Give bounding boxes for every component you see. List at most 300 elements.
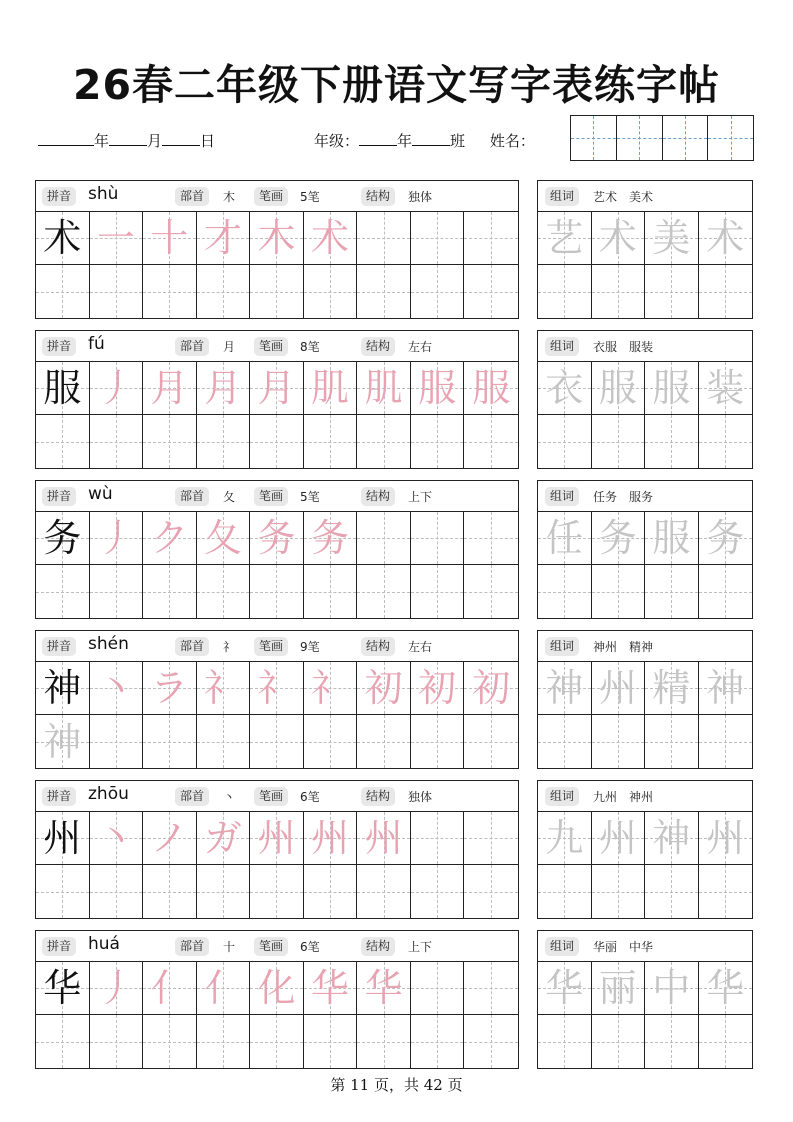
writing-cell[interactable] [357,512,411,565]
stroke-step: 肌 [364,366,403,410]
writing-cell[interactable] [357,415,411,468]
strokes-tag: 笔画 [254,637,288,656]
stroke-order-cell[interactable] [464,662,518,715]
word-trace-char: 神 [652,816,691,860]
writing-cell[interactable] [464,962,518,1015]
stroke-order-cell[interactable] [304,212,358,265]
writing-cell[interactable] [699,265,753,318]
stroke-step: 术 [311,216,350,260]
writing-cell[interactable] [699,565,753,618]
radical-tag: 部首 [175,787,209,806]
word-trace-cell[interactable] [645,512,699,565]
stroke-order-cell[interactable] [197,512,251,565]
word-trace-cell[interactable] [699,962,753,1015]
writing-cell[interactable] [464,565,518,618]
writing-cell[interactable] [250,565,304,618]
words-tag: 组词 [545,787,579,806]
stroke-order-cell[interactable] [90,212,144,265]
writing-cell[interactable] [645,1015,699,1068]
word-trace-char: 神 [545,666,584,710]
writing-cell[interactable] [699,415,753,468]
stroke-step: ラ [150,666,189,710]
stroke-order-cell[interactable] [357,812,411,865]
writing-cell[interactable] [304,715,358,768]
writing-cell[interactable] [357,1015,411,1068]
stroke-order-cell[interactable] [143,962,197,1015]
radical-tag: 部首 [175,637,209,656]
structure-value: 上下 [408,940,433,954]
writing-cell[interactable] [90,265,144,318]
writing-cell[interactable] [357,715,411,768]
stroke-order-cell[interactable] [143,812,197,865]
writing-cell[interactable] [592,865,646,918]
writing-cell[interactable] [464,1015,518,1068]
writing-cell[interactable] [464,865,518,918]
writing-cell[interactable] [250,865,304,918]
writing-cell[interactable] [411,962,465,1015]
words-header [538,931,752,962]
day-blank[interactable] [162,131,200,146]
stroke-order-cell[interactable] [143,362,197,415]
pinyin-value: shén [88,634,129,654]
writing-cell[interactable] [143,865,197,918]
stroke-order-cell[interactable] [411,662,465,715]
word-trace-char: 服 [598,366,637,410]
structure-value: 独体 [408,190,433,204]
pinyin-tag: 拼音 [42,187,76,206]
stroke-step: 亻 [150,966,189,1010]
char-info-header [36,781,518,812]
structure-tag: 结构 [361,487,395,506]
pinyin-value: wù [88,484,113,504]
word-trace-char: 术 [706,216,745,260]
stroke-step: 礻 [311,666,350,710]
page-title: 26春二年级下册语文写字表练字帖 [72,61,721,109]
word-trace-char: 州 [598,816,637,860]
strokes-value: 9笔 [300,640,320,654]
word-trace-cell[interactable] [699,662,753,715]
writing-cell[interactable] [411,715,465,768]
radical-value: 丶 [223,790,236,804]
word-trace-cell[interactable] [699,362,753,415]
word-trace-cell[interactable] [699,212,753,265]
word-trace-char: 服 [652,366,691,410]
words-value: 艺术 美术 [593,190,654,204]
writing-cell[interactable] [592,415,646,468]
word-practice-block [537,330,753,469]
word-trace-char: 务 [598,516,637,560]
stroke-step: ク [150,516,189,560]
word-trace-cell[interactable] [538,662,592,715]
name-cell[interactable] [616,116,662,160]
stroke-order-cell[interactable] [304,362,358,415]
writing-cell[interactable] [645,565,699,618]
strokes-value: 8笔 [300,340,320,354]
word-trace-char: 州 [598,666,637,710]
structure-value: 左右 [408,640,433,654]
radical-value: 夂 [223,490,236,504]
words-value: 华丽 中华 [593,940,654,954]
stroke-order-cell[interactable] [250,512,304,565]
stroke-step: 服 [418,366,457,410]
stroke-order-cell[interactable] [250,212,304,265]
class-line [314,130,535,151]
words-header [538,181,752,212]
char-practice-block [35,930,519,1069]
word-trace-char: 华 [706,966,745,1010]
writing-cell[interactable] [592,1015,646,1068]
word-trace-cell[interactable] [538,962,592,1015]
char-info-header [36,931,518,962]
word-practice-block [537,630,753,769]
word-practice-block [537,180,753,319]
structure-tag: 结构 [361,787,395,806]
word-trace-cell[interactable] [592,662,646,715]
stroke-order-cell[interactable] [411,362,465,415]
radical-tag: 部首 [175,337,209,356]
writing-cell[interactable] [357,212,411,265]
stroke-step: 月 [257,366,296,410]
writing-cell[interactable] [197,415,251,468]
writing-cell[interactable] [197,865,251,918]
writing-cell[interactable] [411,265,465,318]
writing-cell[interactable] [90,865,144,918]
model-char-cell[interactable] [36,812,90,865]
writing-cell[interactable] [36,1015,90,1068]
writing-cell[interactable] [304,1015,358,1068]
grade-year-label: 年 [397,132,413,150]
writing-cell[interactable] [538,1015,592,1068]
stroke-step: 丶 [96,666,135,710]
writing-cell[interactable] [250,265,304,318]
writing-cell[interactable] [250,715,304,768]
writing-cell[interactable] [645,415,699,468]
stroke-order-cell[interactable] [464,362,518,415]
writing-cell[interactable] [464,812,518,865]
name-cell[interactable] [571,116,616,160]
writing-cell[interactable] [592,565,646,618]
stroke-order-cell[interactable] [304,662,358,715]
writing-cell[interactable] [538,715,592,768]
word-writing-grid [538,812,752,918]
char-info-header [36,331,518,362]
radical-tag: 部首 [175,187,209,206]
model-char-cell[interactable] [36,362,90,415]
stroke-step: 初 [418,666,457,710]
writing-cell[interactable] [36,265,90,318]
radical-value: 月 [223,340,236,354]
structure-tag: 结构 [361,937,395,956]
stroke-step: 月 [150,366,189,410]
writing-cell[interactable] [304,565,358,618]
month-blank[interactable] [109,131,147,146]
radical-value: 木 [223,190,236,204]
writing-cell[interactable] [250,1015,304,1068]
writing-cell[interactable] [90,565,144,618]
words-value: 衣服 服装 [593,340,654,354]
writing-grid [36,962,518,1068]
writing-cell[interactable] [36,865,90,918]
trace-char: 神 [43,719,82,764]
writing-cell[interactable] [90,715,144,768]
word-trace-cell[interactable] [592,362,646,415]
writing-cell[interactable] [645,265,699,318]
page-footer: 第 11 页，共 42 页 [330,1076,463,1094]
strokes-value: 6笔 [300,940,320,954]
word-trace-cell[interactable] [592,512,646,565]
word-writing-grid [538,512,752,618]
name-writing-box[interactable] [570,115,754,161]
stroke-step: 务 [311,516,350,560]
writing-cell[interactable] [645,865,699,918]
word-trace-cell[interactable] [645,362,699,415]
writing-cell[interactable] [538,865,592,918]
word-trace-cell[interactable] [538,512,592,565]
writing-cell[interactable] [143,265,197,318]
stroke-order-cell[interactable] [90,662,144,715]
writing-cell[interactable] [699,1015,753,1068]
stroke-step: 丶 [96,816,135,860]
word-trace-char: 神 [706,666,745,710]
stroke-step: 才 [203,216,242,260]
grade-blank[interactable] [359,131,397,146]
strokes-value: 5笔 [300,190,320,204]
writing-cell[interactable] [411,565,465,618]
model-char: 神 [43,666,82,710]
char-info-header [36,631,518,662]
word-practice-block [537,480,753,619]
writing-cell[interactable] [143,415,197,468]
writing-cell[interactable] [357,565,411,618]
stroke-order-cell[interactable] [143,512,197,565]
writing-cell[interactable] [411,212,465,265]
strokes-tag: 笔画 [254,937,288,956]
writing-cell[interactable] [592,715,646,768]
strokes-tag: 笔画 [254,487,288,506]
word-trace-char: 术 [598,216,637,260]
word-trace-cell[interactable] [592,212,646,265]
word-trace-cell[interactable] [699,512,753,565]
writing-cell[interactable] [304,865,358,918]
pinyin-value: huá [88,934,120,954]
stroke-order-cell[interactable] [304,512,358,565]
writing-cell[interactable] [197,565,251,618]
structure-tag: 结构 [361,187,395,206]
stroke-step: 礻 [257,666,296,710]
writing-cell[interactable] [464,265,518,318]
word-trace-cell[interactable] [645,662,699,715]
char-info-header [36,481,518,512]
class-blank[interactable] [412,131,450,146]
stroke-order-cell[interactable] [250,362,304,415]
word-trace-char: 装 [706,366,745,410]
writing-cell[interactable] [304,265,358,318]
words-tag: 组词 [545,637,579,656]
model-char: 服 [43,366,82,410]
name-cell[interactable] [662,116,708,160]
writing-cell[interactable] [36,565,90,618]
word-trace-char: 务 [706,516,745,560]
name-label: 姓名： [489,132,535,150]
stroke-order-cell[interactable] [304,962,358,1015]
word-trace-cell[interactable] [645,212,699,265]
writing-cell[interactable] [464,415,518,468]
stroke-order-cell[interactable] [357,962,411,1015]
model-char-cell[interactable] [36,212,90,265]
writing-cell[interactable] [357,265,411,318]
word-trace-char: 美 [652,216,691,260]
day-label: 日 [200,132,216,150]
stroke-step: ガ [203,816,242,860]
word-trace-cell[interactable] [538,812,592,865]
stroke-order-cell[interactable] [90,362,144,415]
word-writing-grid [538,962,752,1068]
model-char-cell[interactable] [36,662,90,715]
word-trace-char: 精 [652,666,691,710]
stroke-order-cell[interactable] [143,212,197,265]
stroke-order-cell[interactable] [90,962,144,1015]
stroke-order-cell[interactable] [357,662,411,715]
structure-value: 左右 [408,340,433,354]
stroke-order-cell[interactable] [250,662,304,715]
word-trace-char: 九 [545,816,584,860]
radical-tag: 部首 [175,937,209,956]
stroke-order-cell[interactable] [90,512,144,565]
radical-value: 十 [223,940,236,954]
stroke-step: 肌 [311,366,350,410]
writing-cell[interactable] [197,1015,251,1068]
word-trace-cell[interactable] [645,812,699,865]
writing-cell[interactable] [143,1015,197,1068]
stroke-order-cell[interactable] [90,812,144,865]
stroke-order-cell[interactable] [250,812,304,865]
writing-cell[interactable] [197,265,251,318]
word-trace-char: 丽 [598,966,637,1010]
word-trace-char: 艺 [545,216,584,260]
writing-cell[interactable] [538,415,592,468]
word-trace-cell[interactable] [592,962,646,1015]
stroke-step: 州 [311,816,350,860]
writing-cell[interactable] [645,715,699,768]
strokes-value: 5笔 [300,490,320,504]
writing-cell[interactable] [538,265,592,318]
word-trace-cell[interactable] [699,812,753,865]
word-trace-char: 衣 [545,366,584,410]
stroke-order-cell[interactable] [304,812,358,865]
words-header [538,631,752,662]
year-blank[interactable] [38,131,94,146]
stroke-step: 礻 [203,666,242,710]
writing-cell[interactable] [36,415,90,468]
stroke-step: 务 [257,516,296,560]
writing-cell[interactable] [699,715,753,768]
writing-cell[interactable] [592,265,646,318]
stroke-order-cell[interactable] [197,962,251,1015]
writing-cell[interactable] [464,212,518,265]
char-practice-block [35,180,519,319]
stroke-step: ノ [150,816,189,860]
writing-grid [36,362,518,468]
words-tag: 组词 [545,937,579,956]
writing-cell[interactable] [699,865,753,918]
writing-cell[interactable] [143,565,197,618]
writing-cell[interactable] [90,1015,144,1068]
stroke-order-cell[interactable] [197,212,251,265]
strokes-tag: 笔画 [254,787,288,806]
char-practice-block [35,630,519,769]
stroke-order-cell[interactable] [197,662,251,715]
writing-cell[interactable] [538,565,592,618]
stroke-order-cell[interactable] [250,962,304,1015]
word-trace-char: 华 [545,966,584,1010]
word-writing-grid [538,362,752,468]
words-tag: 组词 [545,487,579,506]
word-writing-grid [538,212,752,318]
stroke-step: 丿 [96,966,135,1010]
writing-grid [36,212,518,318]
writing-cell[interactable] [411,1015,465,1068]
writing-cell[interactable] [357,865,411,918]
writing-cell[interactable] [411,512,465,565]
word-trace-char: 中 [652,966,691,1010]
words-tag: 组词 [545,337,579,356]
writing-cell[interactable] [250,415,304,468]
words-header [538,481,752,512]
pinyin-tag: 拼音 [42,937,76,956]
trace-cell[interactable] [36,715,90,768]
word-trace-cell[interactable] [592,812,646,865]
writing-cell[interactable] [90,415,144,468]
name-cell[interactable] [707,116,753,160]
word-trace-char: 服 [652,516,691,560]
stroke-order-cell[interactable] [357,362,411,415]
model-char-cell[interactable] [36,512,90,565]
writing-cell[interactable] [411,865,465,918]
writing-cell[interactable] [411,415,465,468]
pinyin-tag: 拼音 [42,787,76,806]
char-practice-block [35,780,519,919]
structure-value: 独体 [408,790,433,804]
words-tag: 组词 [545,187,579,206]
writing-cell[interactable] [143,715,197,768]
word-practice-block [537,930,753,1069]
strokes-tag: 笔画 [254,187,288,206]
date-line [38,130,215,151]
word-writing-grid [538,662,752,768]
word-trace-cell[interactable] [538,212,592,265]
writing-cell[interactable] [304,415,358,468]
stroke-order-cell[interactable] [197,812,251,865]
writing-cell[interactable] [411,812,465,865]
char-info-header [36,181,518,212]
radical-tag: 部首 [175,487,209,506]
word-trace-cell[interactable] [538,362,592,415]
pinyin-value: zhōu [88,784,129,804]
pinyin-value: shù [88,184,119,204]
writing-cell[interactable] [464,512,518,565]
stroke-step: 华 [364,966,403,1010]
model-char: 术 [43,216,82,260]
model-char-cell[interactable] [36,962,90,1015]
writing-cell[interactable] [464,715,518,768]
stroke-order-cell[interactable] [197,362,251,415]
pinyin-tag: 拼音 [42,337,76,356]
stroke-order-cell[interactable] [143,662,197,715]
writing-grid [36,662,518,768]
writing-cell[interactable] [197,715,251,768]
word-trace-cell[interactable] [645,962,699,1015]
word-trace-char: 任 [545,516,584,560]
